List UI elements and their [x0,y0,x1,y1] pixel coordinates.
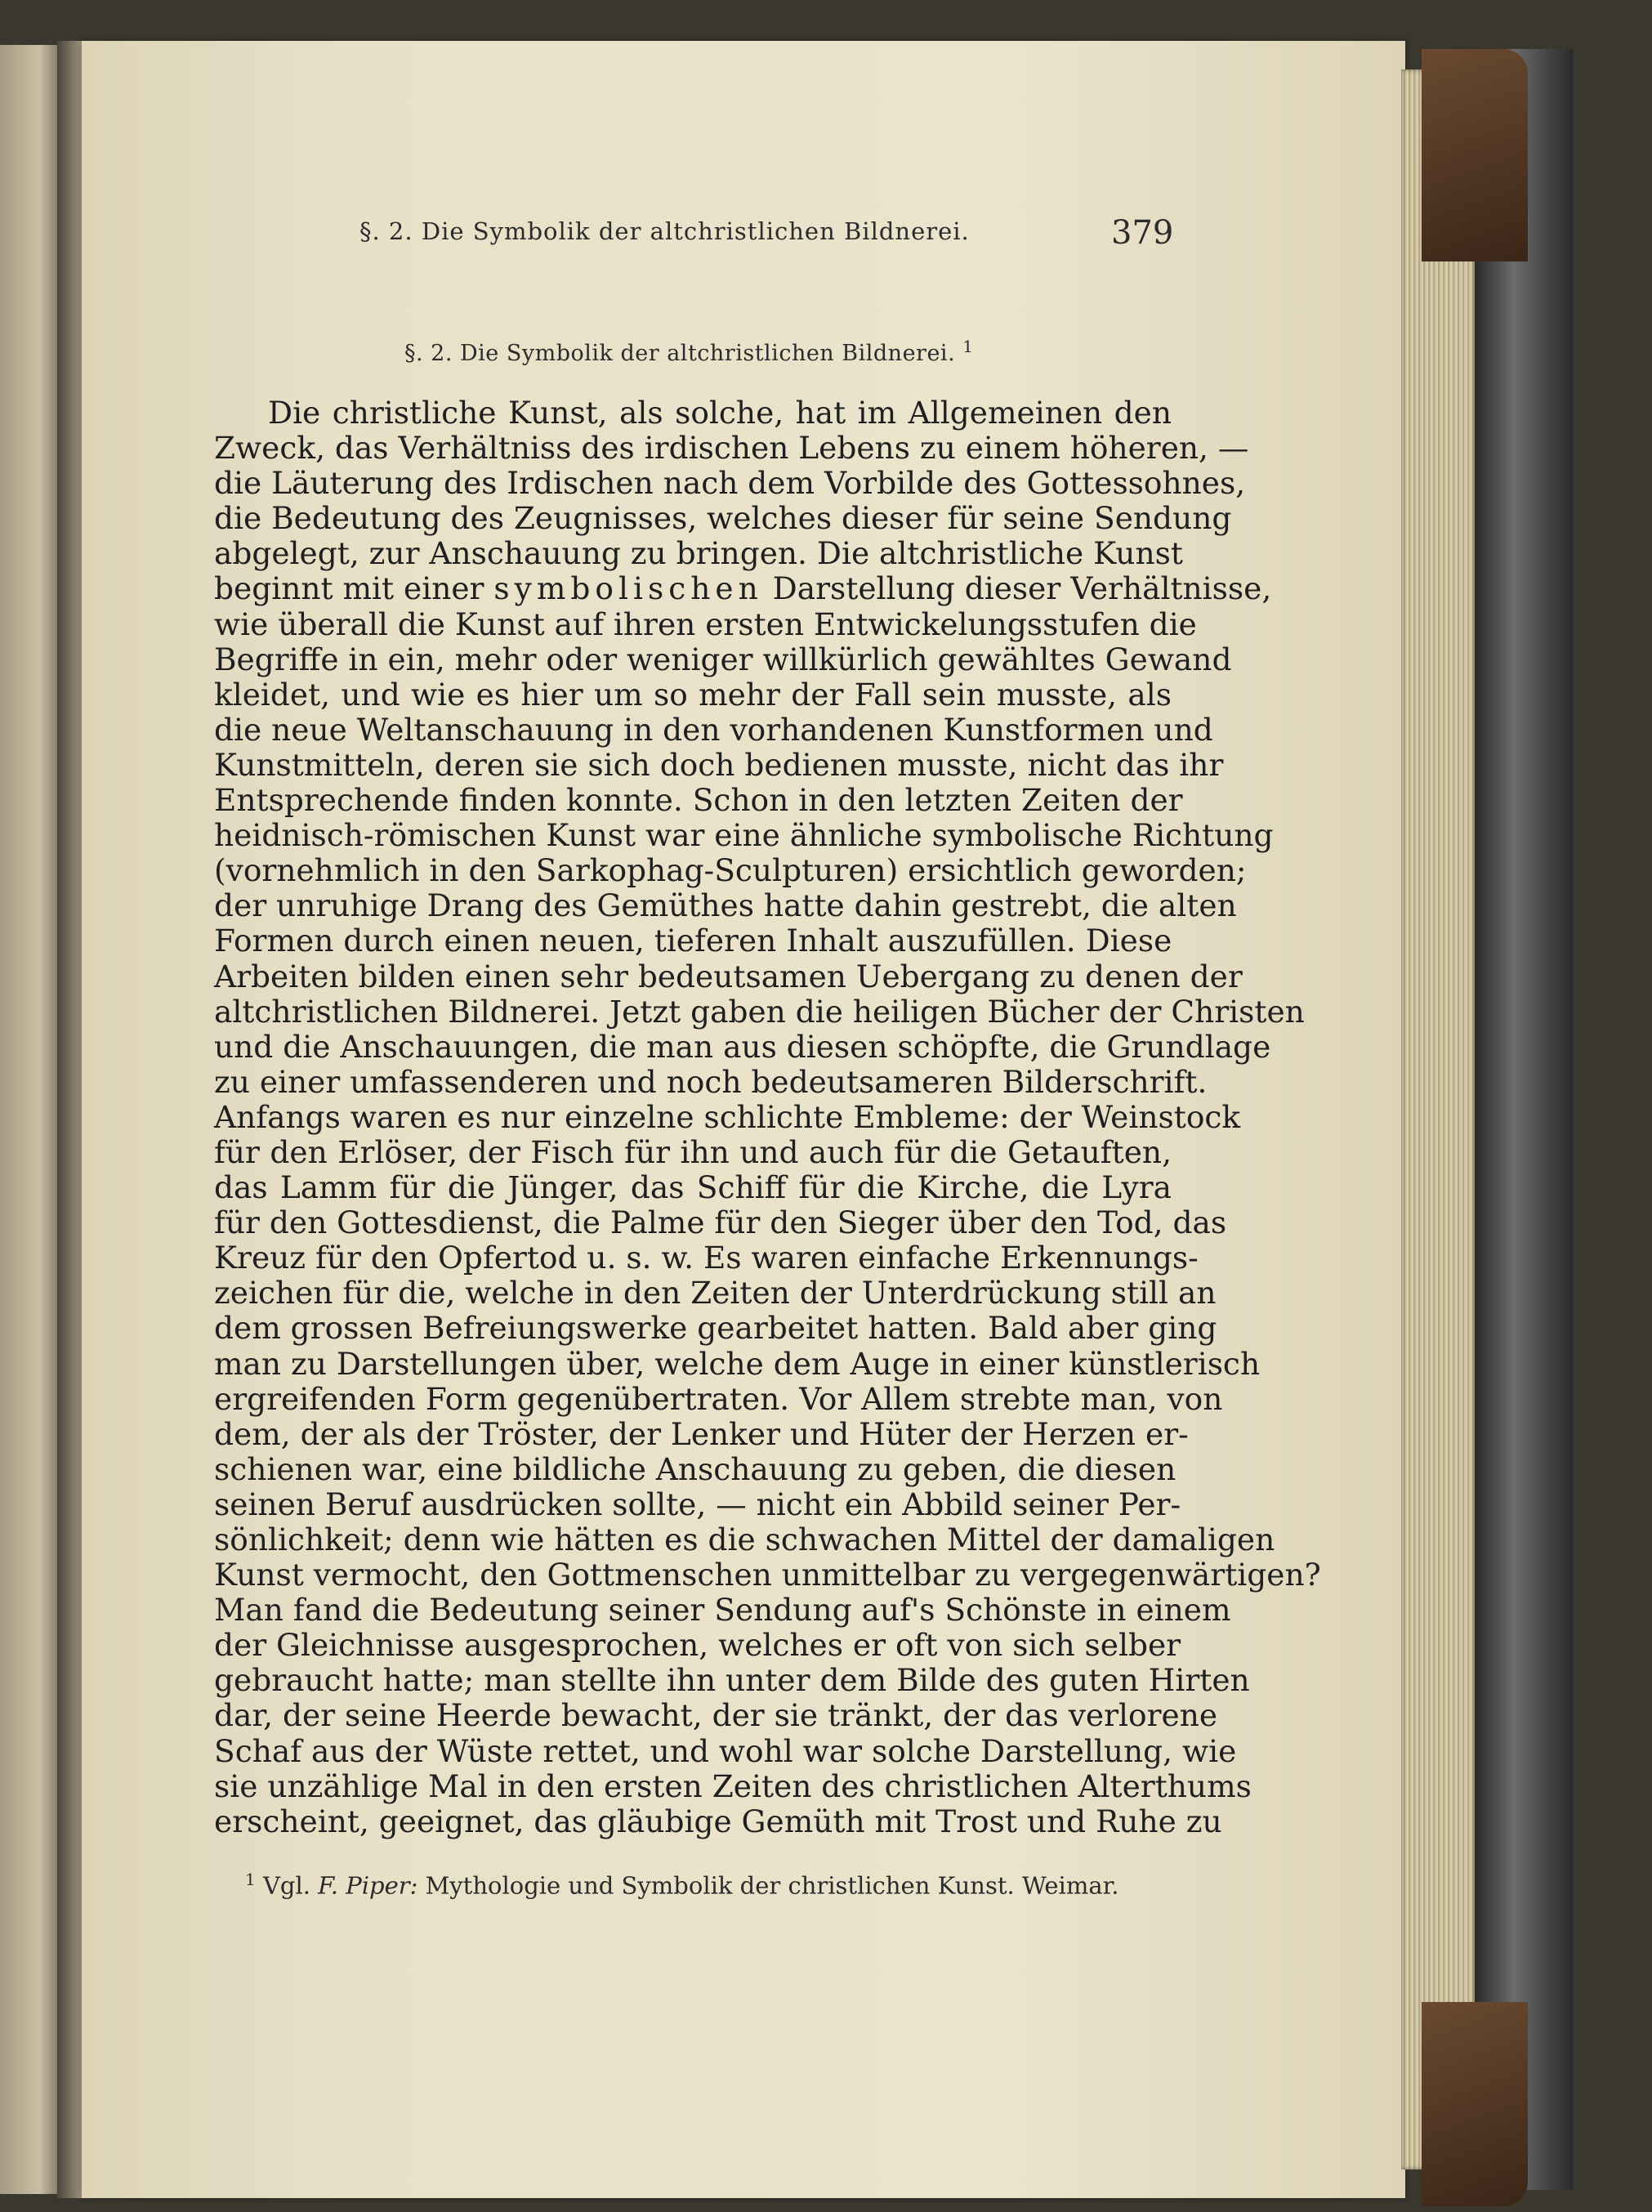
text-line: gebraucht hatte; man stellte ihn unter dem Bilde des guten Hirten [214,1662,1250,1699]
page-number: 379 [1111,214,1174,252]
text-line: die neue Weltanschauung in den vorhandenen Kunstformen und [214,711,1213,748]
text-line: Die christliche Kunst, als solche, hat im Allgemeinen den [268,395,1172,431]
running-header: §. 2. Die Symbolik der altchristlichen Bildnerei. [359,217,970,245]
section-heading [404,337,1058,366]
text-line: sönlichkeit; denn wie hätten es die schwachen Mittel der damaligen [214,1522,1275,1557]
text-line: Anfangs waren es nur einzelne schlichte Embleme: der Weinstock [214,1098,1241,1135]
text-line: heidnisch-römischen Kunst war eine ähnliche symbolische Richtung [214,817,1274,854]
footnote-text: Mythologie und Symbolik der christlichen Kunst. Weimar. [425,1871,1119,1900]
text-line: die Bedeutung des Zeugnisses, welches dieser für seine Sendung [214,500,1232,537]
text-line: und die Anschauungen, die man aus diesen schöpfte, die Grundlage [214,1028,1271,1065]
text-line: zu einer umfassenderen und noch bedeutsameren Bilderschrift. [214,1063,1208,1100]
footnote-author: F. Piper: [318,1871,418,1900]
text-line: zeichen für die, welche in den Zeiten der Unterdrückung still an [214,1275,1217,1312]
text-line: Man fand die Bedeutung seiner Sendung auf's Schönste in einem [214,1592,1231,1629]
text-line: für den Erlöser, der Fisch für ihn und auch für die Getauften, [214,1133,1172,1170]
footnote-prefix: Vgl. [262,1871,310,1900]
footnote-marker: 1 [962,337,974,356]
section-heading-text: §. 2. Die Symbolik der altchristlichen Bildnerei. [404,341,956,366]
text-line: sie unzählige Mal in den ersten Zeiten des christlichen Alterthums [214,1767,1252,1804]
body-paragraph [214,395,1321,1839]
text-line [214,570,1272,607]
text-line: Kunst vermocht, den Gottmenschen unmittelbar zu vergegenwärtigen? [214,1557,1321,1593]
text-line: kleidet, und wie es hier um so mehr der Fall sein musste, als [214,676,1172,713]
text-line: seinen Beruf ausdrücken sollte, — nicht ein Abbild seiner Per- [214,1486,1181,1522]
text-line: der Gleichnisse ausgesprochen, welches er oft von sich selber [214,1627,1181,1664]
text-line: Zweck, das Verhältniss des irdischen Lebens zu einem höheren, — [214,430,1249,467]
text-segment: Darstellung dieser Verhältnisse, [772,570,1272,607]
footnote-number: 1 [245,1870,256,1889]
text-line: das Lamm für die Jünger, das Schiff für die Kirche, die Lyra [214,1169,1172,1206]
text-line: Kunstmitteln, deren sie sich doch bedienen musste, nicht das ihr [214,746,1224,783]
leather-corner-top [1422,49,1528,261]
facing-page-edge [0,45,65,2194]
text-line: Begriffe in ein, mehr oder weniger willkürlich gewähltes Gewand [214,641,1232,677]
text-line: ergreifenden Form gegenübertraten. Vor Allem strebte man, von [214,1380,1223,1417]
text-line: Schaf aus der Wüste rettet, und wohl war solche Darstellung, wie [214,1732,1237,1769]
text-line: Arbeiten bilden einen sehr bedeutsamen Uebergang zu denen der [214,958,1243,994]
text-line: man zu Darstellungen über, welche dem Auge in einer künstlerisch [214,1345,1261,1382]
text-line: schienen war, eine bildliche Anschauung zu geben, die diesen [214,1450,1176,1487]
footnote [245,1870,1176,1900]
text-line: dem, der als der Tröster, der Lenker und Hüter der Herzen er- [214,1415,1189,1452]
text-line: altchristlichen Bildnerei. Jetzt gaben die heiligen Bücher der Christen [214,993,1305,1030]
text-segment: beginnt mit einer [214,570,484,607]
text-line: Kreuz für den Opfertod u. s. w. Es waren einfache Erkennungs- [214,1240,1199,1276]
text-line: erscheint, geeignet, das gläubige Gemüth mit Trost und Ruhe zu [214,1803,1222,1839]
leather-corner-bottom [1422,2002,1528,2206]
text-line: die Läuterung des Irdischen nach dem Vorbilde des Gottessohnes, [214,465,1246,502]
text-line: für den Gottesdienst, die Palme für den Sieger über den Tod, das [214,1204,1227,1241]
text-line: Formen durch einen neuen, tieferen Inhalt auszufüllen. Diese [214,923,1172,959]
text-line: wie überall die Kunst auf ihren ersten Entwickelungsstufen die [214,606,1197,642]
text-line: (vornehmlich in den Sarkophag-Sculpturen) ersichtlich geworden; [214,852,1247,889]
text-line: dar, der seine Heerde bewacht, der sie tränkt, der das verlorene [214,1697,1218,1734]
text-line: der unruhige Drang des Gemüthes hatte dahin gestrebt, die alten [214,887,1237,924]
text-line: Entsprechende finden konnte. Schon in den letzten Zeiten der [214,782,1183,819]
text-line: dem grossen Befreiungswerke gearbeitet hatten. Bald aber ging [214,1310,1217,1347]
book-cover-edge [1475,49,1573,2190]
text-line: abgelegt, zur Anschauung zu bringen. Die altchristliche Kunst [214,535,1183,572]
page-block-edges [1401,69,1475,2170]
emphasized-word: symbolischen [493,570,763,607]
